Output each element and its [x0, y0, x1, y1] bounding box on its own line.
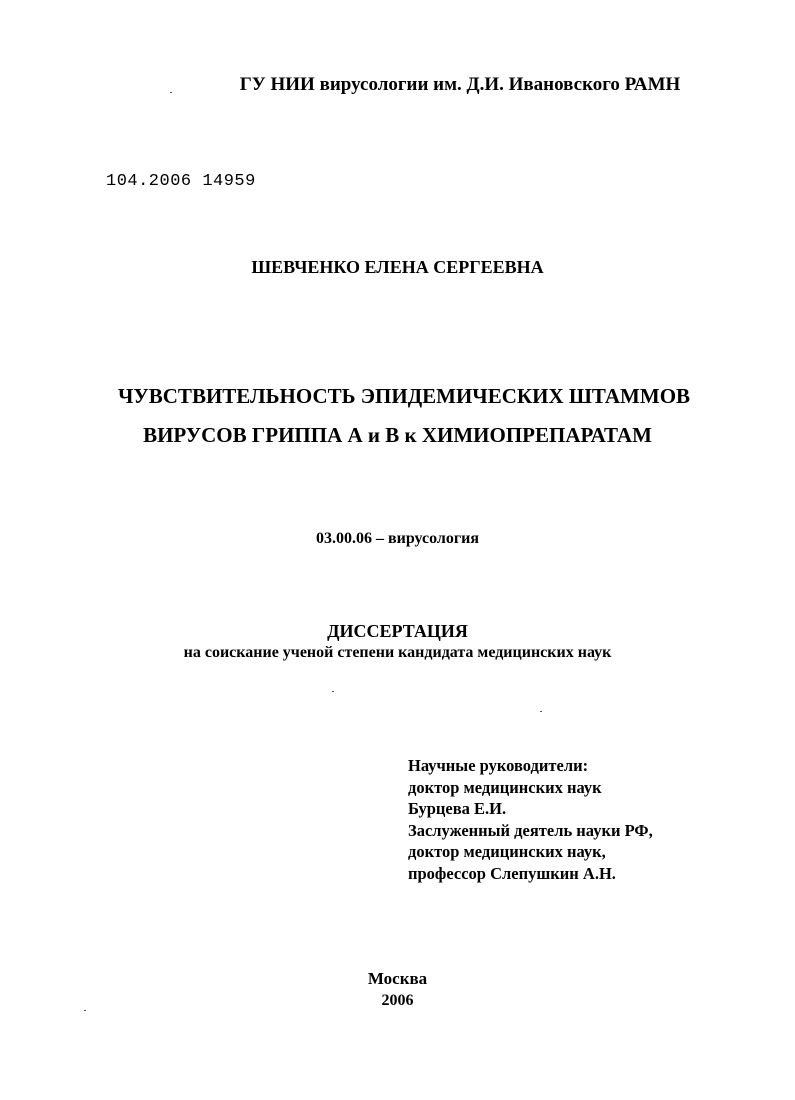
supervisor-name-2: профессор Слепушкин А.Н. — [408, 863, 616, 883]
publication-year: 2006 — [381, 992, 414, 1009]
supervisors-block — [408, 755, 653, 884]
dissertation-subtitle: на соискание ученой степени кандидата медицинских наук — [183, 644, 612, 661]
supervisor-degree-1: доктор медицинских наук — [408, 777, 602, 797]
scan-speck — [332, 691, 334, 692]
institution-name: ГУ НИИ вирусологии им. Д.И. Ивановского РАМН — [239, 74, 681, 95]
publication-city: Москва — [367, 969, 428, 988]
supervisor-honor-2: Заслуженный деятель науки РФ, — [408, 820, 653, 840]
supervisor-name-1: Бурцева Е.И. — [408, 799, 507, 818]
supervisors-heading: Научные руководители: — [408, 756, 589, 775]
thesis-title-line-1: ЧУВСТВИТЕЛЬНОСТЬ ЭПИДЕМИЧЕСКИХ ШТАММОВ — [117, 384, 691, 408]
author-name: ШЕВЧЕНКО ЕЛЕНА СЕРГЕЕВНА — [251, 257, 544, 277]
dissertation-heading: ДИССЕРТАЦИЯ — [327, 621, 468, 641]
thesis-title-line-2: ВИРУСОВ ГРИППА А и В к ХИМИОПРЕПАРАТАМ — [143, 423, 652, 447]
scan-speck — [170, 92, 172, 93]
supervisor-degree-2: доктор медицинских наук, — [408, 842, 606, 861]
scan-speck — [540, 711, 542, 712]
library-stamp-number: 104.2006 14959 — [106, 172, 256, 191]
specialty-code: 03.00.06 – вирусология — [315, 530, 480, 547]
scan-speck — [84, 1010, 86, 1011]
